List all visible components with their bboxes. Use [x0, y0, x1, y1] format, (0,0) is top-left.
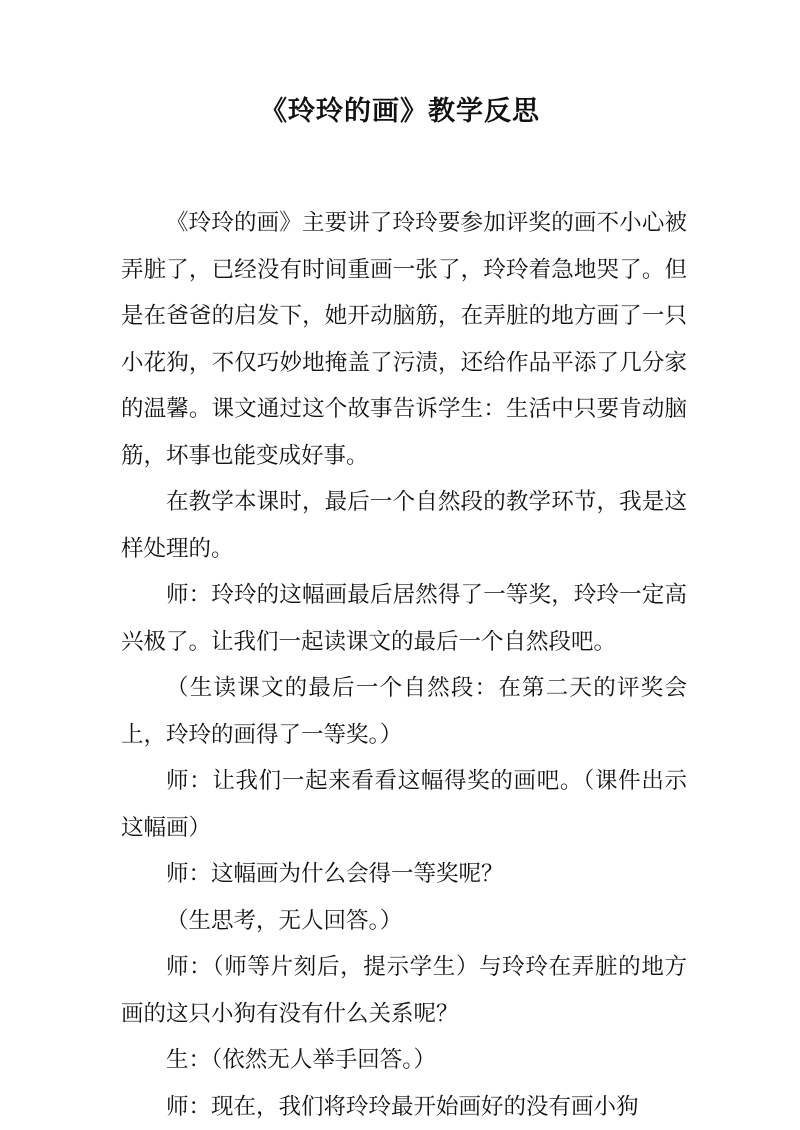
paragraph-3: 师：玲玲的这幅画最后居然得了一等奖，玲玲一定高兴极了。让我们一起读课文的最后一个自然段吧。 — [121, 582, 687, 655]
paragraph-1: 《玲玲的画》主要讲了玲玲要参加评奖的画不小心被弄脏了，已经没有时间重画一张了，玲玲着急地哭了。但是在爸爸的启发下，她开动脑筋，在弄脏的地方画了一只小花狗，不仅巧妙地掩盖了污渍，还给作品平添了几分家的温馨。课文通过这个故事告诉学生：生活中只要肯动脑筋，坏事也能变成好事。 — [121, 210, 687, 469]
page-title: 《玲玲的画》教学反思 — [260, 96, 540, 127]
paragraph-5: 师：让我们一起来看看这幅得奖的画吧。（课件出示这幅画） — [121, 768, 687, 841]
document-body — [121, 200, 687, 1130]
paragraph-9: 生：（依然无人举手回答。） — [166, 1047, 437, 1073]
paragraph-6: 师：这幅画为什么会得一等奖呢？ — [166, 861, 504, 887]
paragraph-8: 师：（师等片刻后，提示学生）与玲玲在弄脏的地方画的这只小狗有没有什么关系呢？ — [121, 954, 687, 1027]
paragraph-7: （生思考，无人回答。） — [166, 907, 403, 934]
paragraph-2: 在教学本课时，最后一个自然段的教学环节，我是这样处理的。 — [121, 489, 687, 562]
paragraph-4: （生读课文的最后一个自然段：在第二天的评奖会上，玲玲的画得了一等奖。） — [121, 675, 687, 748]
paragraph-10: 师：现在，我们将玲玲最开始画好的没有画小狗 — [166, 1093, 639, 1120]
